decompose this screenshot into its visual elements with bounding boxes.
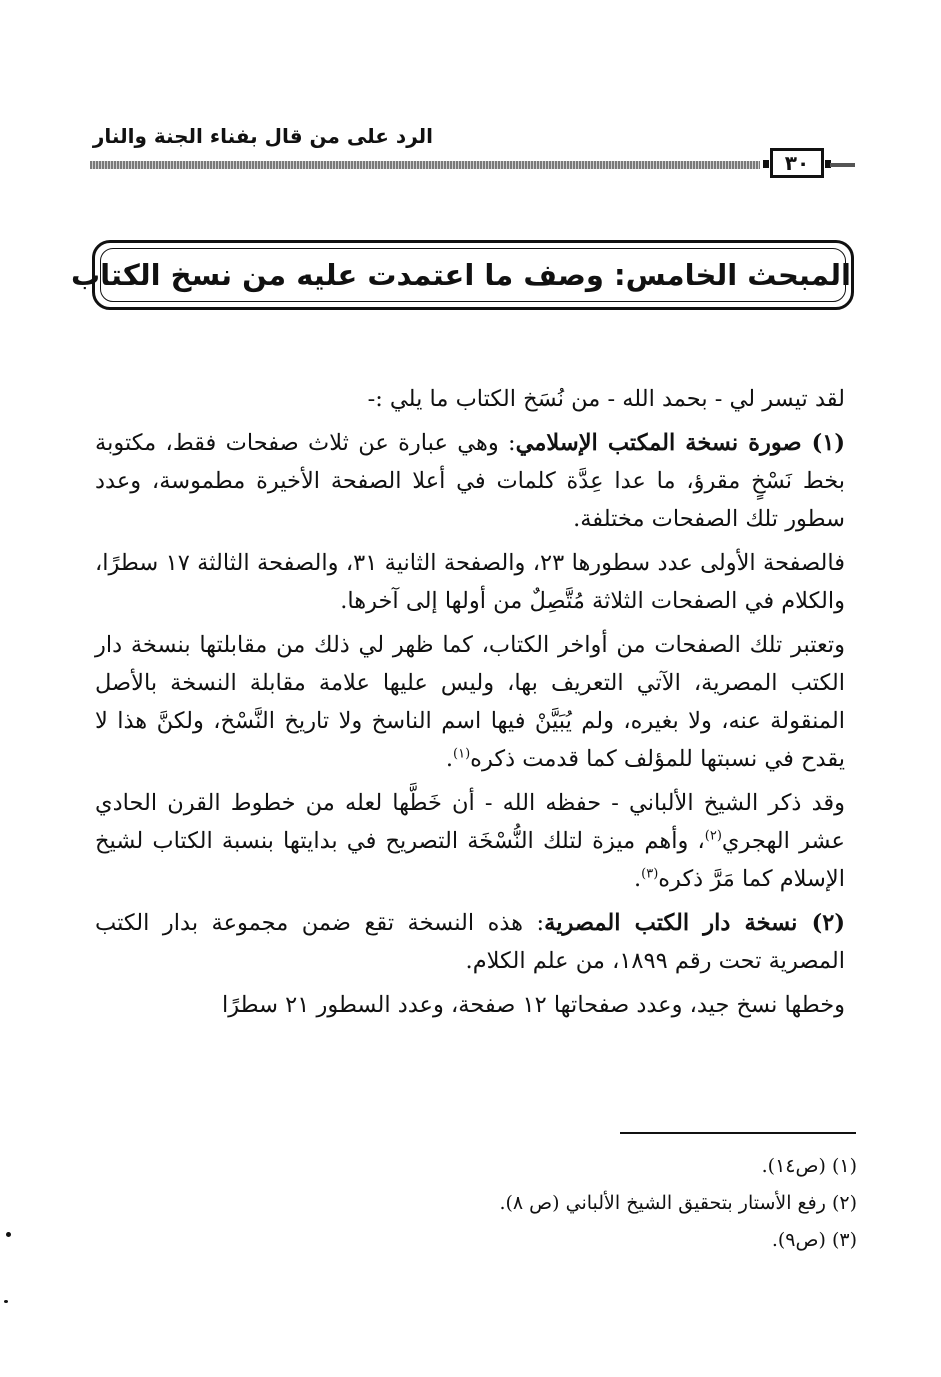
footnote-ref-1: (١)	[453, 746, 471, 762]
paragraph-egyptian-library-copy	[95, 904, 845, 980]
section-title: المبحث الخامس: وصف ما اعتمدت عليه من نسخ الكتاب	[71, 258, 851, 292]
copy-description-islamic-office: : وهي عبارة عن ثلاث صفحات فقط، مكتوبة بخط نَسْخٍ مقرؤ، ما عدا عِدَّة كلمات في أعلا الصفحة الأخيرة مطموسة، وعدد سطور تلك الصفحات مختلفة.	[95, 430, 845, 532]
footnote-ref-3: (٣)	[641, 866, 659, 882]
section-title-frame	[71, 240, 854, 310]
scan-speck	[4, 1300, 8, 1303]
sentence-end: .	[445, 746, 454, 772]
albani-note-part1: وقد ذكر الشيخ الألباني - حفظه الله - أن خَطَّها لعله من خطوط القرن الحادي عشر الهجري	[95, 790, 845, 854]
paragraph-page-lines: فالصفحة الأولى عدد سطورها ٢٣، والصفحة الثانية ٣١، والصفحة الثالثة ١٧ سطرًا، والكلام في الصفحات الثلاثة مُتَّصِلٌ من أولها إلى آخرها.	[95, 550, 846, 614]
header-rule	[90, 161, 760, 169]
paragraph-albani-note	[95, 784, 845, 898]
footnotes	[97, 1148, 857, 1259]
paragraph-handwriting: وخطها نسخ جيد، وعدد صفحاتها ١٢ صفحة، وعدد السطور ٢١ سطرًا	[221, 992, 845, 1018]
copy-comparison-text: وتعتبر تلك الصفحات من أواخر الكتاب، كما ظهر لي ذلك من مقابلتها بنسخة دار الكتب المصرية، الآتي التعريف بها، وليس عليها علامة مقابلة النسخة بالأصل المنقولة عنه، ولا بغيره، ولم يُبَيَّنْ فيها اسم الناسخ ولا تاريخ النَّسْخ، ولكنَّ هذا لا يقدح في نسبتها للمؤلف كما قدمت ذكره	[95, 632, 845, 772]
paragraph-copy-comparison	[95, 626, 845, 778]
footnote-3: (٣) (ص٩).	[771, 1229, 857, 1251]
page-number: ٣٠	[770, 148, 824, 178]
copy-label-egyptian-library: (٢) نسخة دار الكتب المصرية	[544, 910, 845, 936]
body-text	[95, 380, 845, 1030]
footnote-2: (٢) رفع الأستار بتحقيق الشيخ الألباني (ص ٨).	[499, 1192, 857, 1214]
footnote-1: (١) (ص١٤).	[761, 1155, 857, 1177]
sentence-end: .	[633, 866, 642, 892]
copy-label-islamic-office: (١) صورة نسخة المكتب الإسلامي	[515, 430, 846, 456]
scan-speck	[6, 1232, 11, 1237]
header-rule-end	[830, 163, 855, 167]
albani-note-part2: ، وأهم ميزة لتلك النُّسْخَة التصريح في بدايتها بنسبة الكتاب لشيخ الإسلام كما مَرَّ ذكره	[95, 828, 845, 892]
running-header-title: الرد على من قال بفناء الجنة والنار	[92, 124, 433, 148]
footnote-separator	[620, 1132, 856, 1134]
paragraph-intro: لقد تيسر لي - بحمد الله - من نُسَخ الكتاب ما يلي :-	[367, 386, 845, 412]
paragraph-islamic-office-copy	[95, 424, 845, 538]
footnote-ref-2: (٢)	[704, 828, 722, 844]
copy-description-egyptian-library: : هذه النسخة تقع ضمن مجموعة بدار الكتب المصرية تحت رقم ١٨٩٩، من علم الكلام.	[95, 910, 845, 974]
